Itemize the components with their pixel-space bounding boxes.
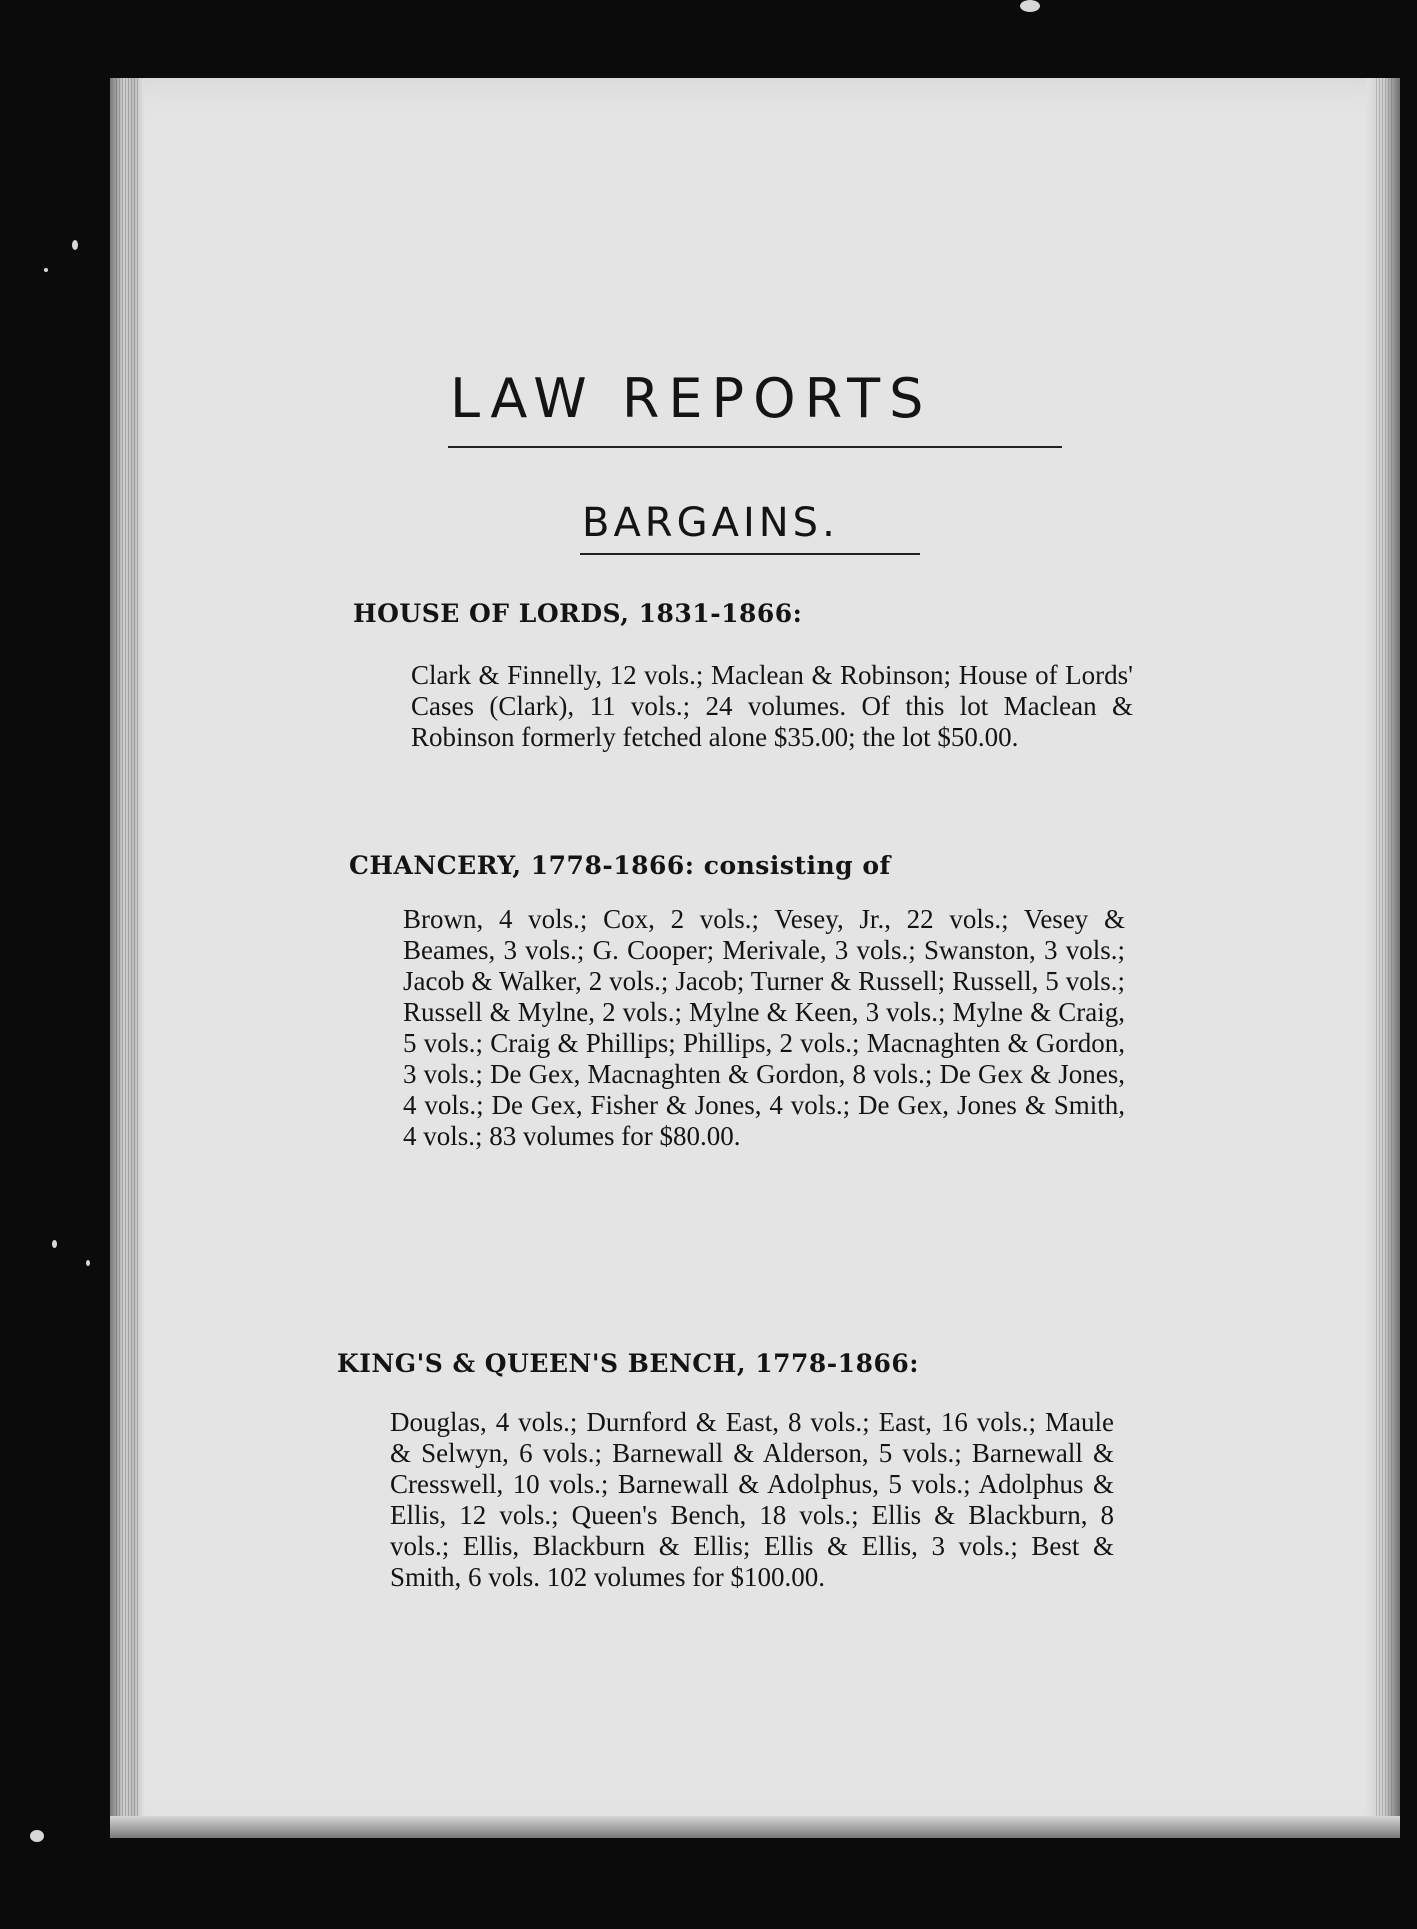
page-subtitle: BARGAINS. [582,500,839,546]
subtitle-underline [580,553,920,555]
scan-speck [72,240,78,250]
section-text-chancery: Brown, 4 vols.; Cox, 2 vols.; Vesey, Jr., 22 vols.; Vesey & Beames, 3 vols.; G. Cooper; Merivale, 3 vols.; Swanston, 3 vols.; Jacob & Walker, 2 vols.; Jacob; Turner & Russell; Russell, 5 vols.; Russell & Mylne, 2 vols.; Mylne & Keen, 3 vols.; Mylne & Craig, 5 vols.; Craig & Phillips; Phillips, 2 vols.; Macnaghten & Gordon, 3 vols.; De Gex, Macnaghten & Gordon, 8 vols.; De Gex & Jones, 4 vols.; De Gex, Fisher & Jones, 4 vols.; De Gex, Jones & Smith, 4 vols.; 83 volumes for $80.00. [403,904,1125,1151]
section-heading-kings-queens-bench: KING'S & QUEEN'S BENCH, 1778-1866: [337,1349,919,1378]
page-bottom-edge [110,1816,1400,1838]
scan-speck [1020,0,1040,12]
page-right-edge [1366,78,1400,1838]
page-left-edge [110,78,144,1838]
scan-speck [30,1830,44,1842]
scan-speck [44,268,48,272]
title-underline [448,446,1062,448]
page-title: LAW REPORTS [450,367,933,430]
scan-speck [86,1260,90,1266]
section-text-house-of-lords: Clark & Finnelly, 12 vols.; Maclean & Robinson; House of Lords' Cases (Clark), 11 vols.; 24 volumes. Of this lot Maclean & Robinson formerly fetched alone $35.00; the lot $50.00. [411,660,1133,752]
section-heading-house-of-lords: HOUSE OF LORDS, 1831-1866: [353,599,803,628]
scan-speck [52,1240,57,1248]
section-heading-chancery: CHANCERY, 1778-1866: consisting of [349,851,891,880]
section-text-kings-queens-bench: Douglas, 4 vols.; Durnford & East, 8 vols.; East, 16 vols.; Maule & Selwyn, 6 vols.; Barnewall & Alderson, 5 vols.; Barnewall & Cresswell, 10 vols.; Barnewall & Adolphus, 5 vols.; Adolphus & Ellis, 12 vols.; Queen's Bench, 18 vols.; Ellis & Blackburn, 8 vols.; Ellis, Blackburn & Ellis; Ellis & Ellis, 3 vols.; Best & Smith, 6 vols. 102 volumes for $100.00. [390,1407,1114,1592]
